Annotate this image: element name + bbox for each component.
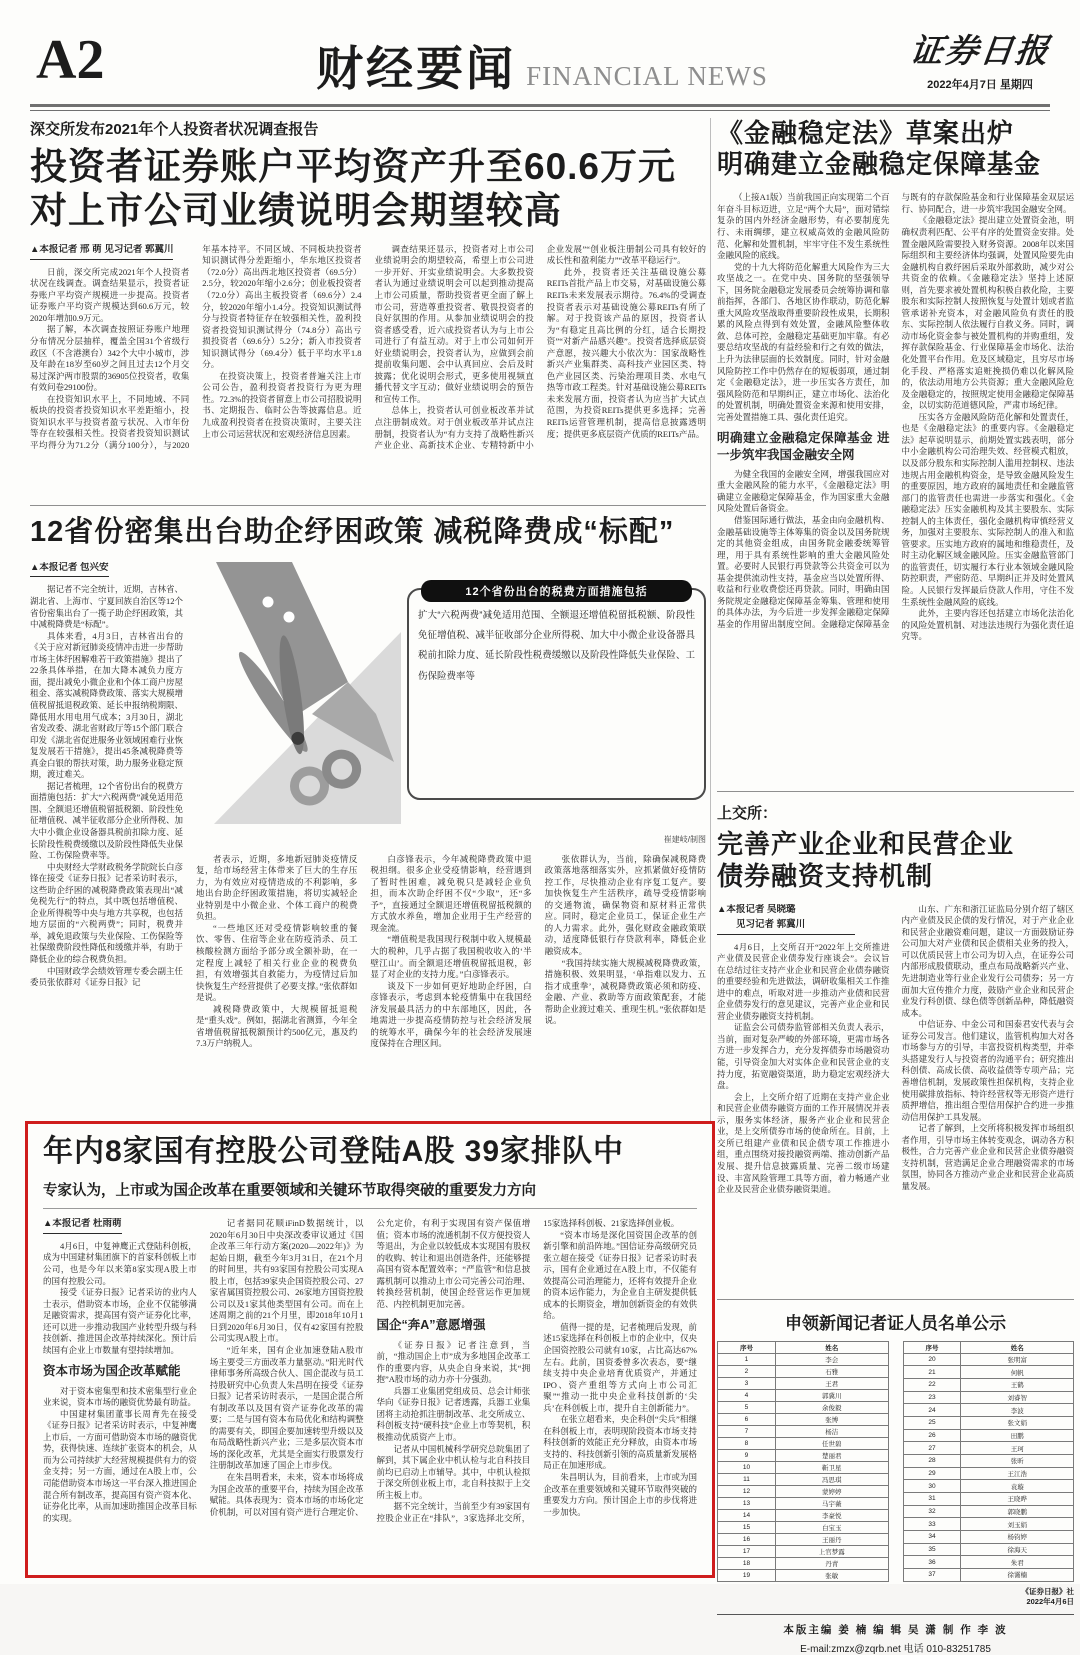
- table-cell: 徐霭楠: [961, 1568, 1074, 1581]
- section-rule: [717, 791, 1074, 792]
- table-cell: 28: [903, 1455, 961, 1468]
- table-cell: 31: [903, 1492, 961, 1505]
- paragraph: 据了解，本次调查按照证券账户地理分布情况分层抽样，覆盖全国31个省级行政区（不含港澳台）342个大中小城市，涉及年龄在18岁至60岁之间且过去12个月交易过深沪两市股票的36905位投资者，收集有效问卷29100份。: [30, 324, 190, 393]
- column-header-no: 序号: [718, 1341, 776, 1353]
- table-row: [903, 1518, 1074, 1531]
- footer-contact: E-mail:zmzx@zqrb.net 电话 010-83251785: [800, 1644, 991, 1655]
- table-cell: 20: [903, 1353, 961, 1366]
- table-row: [718, 1557, 889, 1569]
- table-row: [718, 1449, 889, 1461]
- table-row: [718, 1389, 889, 1401]
- article-body: [717, 192, 1074, 782]
- paragraph: 张依群认为，当前，除确保减税降费政策落地落细落实外，应抓紧做好疫情防控工作，尽快推动企业有序复工复产。要加快恢复生产生活秩序，疏导受疫情影响的交通物流，确保物资和原材料正常供应。同时，稳定企业员工，保证企业生产的人力需求。此外，强化财政金融政策联动，适度降低银行存贷款利率，降低企业融资成本。: [544, 853, 706, 956]
- paragraph: 在张立超看来，央企科创“尖兵”相继在科创板上市，表明现阶段资本市场支持科技创新的效能正充分释放，由资本市场支持的、科技创新引领的高质量新发展格局正在加速形成。: [543, 1414, 697, 1471]
- paragraph: 《金融稳定法》提出建立处置资金池，明确权责利匹配、公平有序的处置资金安排。处置金融风险需要投入财务资源。2008年以来国际组织和主要经济体均强调，处置风险要先由金融机构自救纾困后采取外部救助，减少对公共资金的依赖。《金融稳定法》坚持上述原则，首先要求被处置机构积极自救化险，主要股东和实际控制人按照恢复与处置计划或者监管承诺补充资本，对金融风险负有责任的股东、实际控制人依法履行自救义务。同时，调动市场化资金参与被处置机构的并购重组，发挥存款保险基金、行业保障基金市场化、法治化处置平台作用。危及区域稳定，且穷尽市场化手段、严格落实追赃挽损仍难以化解风险的，依法动用地方公共资源；重大金融风险危及金融稳定的，按照规定使用金融稳定保障基金，以切实防范道德风险，严肃市场纪律。: [901, 215, 1074, 411]
- article-column-1: [30, 562, 183, 1064]
- table-row: [718, 1533, 889, 1545]
- article-paragraphs: [717, 904, 1074, 1196]
- scissors-cutting-icon: [196, 562, 401, 842]
- column-header-name: 姓名: [961, 1341, 1074, 1353]
- table-cell: 15: [718, 1521, 776, 1533]
- table-cell: 袁璇: [961, 1480, 1074, 1493]
- paragraph: 证监会公司债券监管部相关负责人表示，当前，面对复杂严峻的外部环境，更需市场各方进一步发挥合力，充分发挥债券市场融资功能，引导资金加大对实体企业和民营企业的支持力度，拓宽融资渠道，助力稳定宏观经济大盘。: [717, 1022, 890, 1091]
- table-cell: 24: [903, 1404, 961, 1417]
- article-headline-line1: 投资者证券账户平均资产升至60.6万元: [30, 146, 677, 187]
- roster-tables: [717, 1341, 1074, 1582]
- table-cell: 郭冀川: [775, 1389, 888, 1401]
- paragraph: 为健全我国的金融安全网，增强我国应对重大金融风险的能力水平，《金融稳定法》明确建立金融稳定保障基金，作为国家重大金融风险处置后备资金。: [717, 468, 890, 514]
- table-header-row: [718, 1341, 889, 1353]
- table-cell: 26: [903, 1429, 961, 1442]
- table-row: [718, 1365, 889, 1377]
- table-row: [718, 1377, 889, 1389]
- paragraph: 中信证券、中金公司和国泰君安代表与会证券公司发言。他们建议，监管机构加大对各市场参与方的引导，丰富投资机构类型，并牵头搭建发行人与投资者的沟通平台；研究推出科创债、高成长债、高收益债等专项产品；完善增信机制，发展政策性担保机构，支持企业使用碳排放指标、特许经营权等无形资产进行质押增信，推出组合型信用保护合约进一步推动信用保护工具发展。: [901, 1019, 1074, 1122]
- table-cell: 1: [718, 1353, 776, 1365]
- table-row: [903, 1568, 1074, 1581]
- paragraph: 4月6日，上交所召开“2022年上交所推进产业债及民营企业债券发行座谈会”。会议旨在总结过往支持产业企业和民营企业债券融资的重要经验和先进做法，调研收集相关工作推进中的难点，听取对进一步推动产业债和民营企业债券发行的意见建议，完善产业企业和民营企业债券融资支持机制。: [717, 941, 890, 1021]
- table-row: [718, 1353, 889, 1365]
- article-paragraphs: [196, 854, 706, 1050]
- article-headline-line2: 对上市公司业绩说明会期望较高: [30, 190, 562, 232]
- table-row: [718, 1413, 889, 1425]
- article-body: [43, 1218, 697, 1570]
- table-row: [903, 1480, 1074, 1493]
- paragraph: 对于资本密集型和技术密集型行业企业来说，资本市场的融资优势最有助益。: [43, 1385, 197, 1408]
- table-row: [903, 1467, 1074, 1480]
- table-cell: 6: [718, 1413, 776, 1425]
- illustration-credit: 崔建岐/制图: [663, 834, 706, 844]
- illustration-row: [196, 562, 706, 844]
- right-region: [717, 118, 1074, 1655]
- page-number: A2: [36, 29, 105, 91]
- byline: ▲本报记者 邢 萌 见习记者 郭冀川: [30, 244, 173, 260]
- section-rule: [30, 505, 706, 506]
- article-right-area: [196, 562, 706, 1064]
- table-cell: 杨洁: [775, 1425, 888, 1437]
- table-cell: 石雅: [775, 1365, 888, 1377]
- paragraph: “资本市场是深化国资国企改革的创新引擎和前沿阵地。”国信证券高级研究员张立超在接受《证券日报》记者采访时表示，国有企业通过在A股上市，不仅能有效提高公司治理能力，还将有效提升企业的资本运作能力，为企业自主研发提供低成本的长期资金，增加创新资金的有效供给。: [543, 1229, 697, 1321]
- table-cell: 29: [903, 1467, 961, 1480]
- paragraph: 此外，投资者还关注基础设施公募REITs首批产品上市交易，对基础设施公募REITs未来发展表示期待。76.4%的受调查投资者表示对基础设施公募REITs有所了解。对于投资该产品的原因，投资者认为“有稳定且高比例的分红，适合长期投资”“对新产品感兴趣”。投资者选择底层资产意愿，按兴趣大小依次为：国家战略性新兴产业集群类、高科技产业园区类、特色产业园区类、污染治理项目类、水电气热等市政工程类。针对基础设施公募REITs未来发展方面，投资者认为应当扩大试点范围，为投资REITs提供更多选择；完善REITs运营管理机制，提高信息披露透明度；提供更多底层资产优质的REITs产品。: [546, 266, 706, 439]
- table-row: [903, 1556, 1074, 1569]
- table-row: [903, 1492, 1074, 1505]
- table-cell: 王鹤: [961, 1379, 1074, 1392]
- table-row: [903, 1391, 1074, 1404]
- table-cell: 19: [718, 1569, 776, 1581]
- table-row: [718, 1485, 889, 1497]
- table-cell: 丹青: [775, 1557, 888, 1569]
- table-cell: 李波: [961, 1404, 1074, 1417]
- paragraph: 记者据同花顺iFinD数据统计，以2020年6月30日中央深改委审议通过《国企改革三年行动方案(2020—2022年)》为起始日期，截至今年3月31日，在21个月的时间里，共有93家国有控股公司实现A股上市，包括39家央企国资控股公司、27家省属国资控股公司、26家地方国资控股公司以及1家其他类型国有公司。而在上述周期之前的21个月里，即2018年10月1日到2020年6月30日，仅有42家国有控股公司实现A股上市。: [209, 1218, 364, 1344]
- paragraph: 记者了解到，上交所将积极发挥市场组织者作用，引导市场主体转变观念，调动各方积极性，合力完善产业企业和民营企业债券融资支持机制，营造满足企业合理融资需求的市场氛围，协同各方推动产业企业和民营企业高质量发展。: [901, 1123, 1074, 1191]
- body-subhead: 明确建立金融稳定保障基金 进一步筑牢我国金融安全网: [717, 431, 890, 462]
- article-paragraphs: [30, 244, 706, 452]
- table-row: [718, 1401, 889, 1413]
- table-cell: 杨钧婷: [961, 1530, 1074, 1543]
- table-cell: 张敏: [775, 1569, 888, 1581]
- table-row: [903, 1429, 1074, 1442]
- paragraph: 中央财经大学财政税务学院院长白彦锋在接受《证券日报》记者采访时表示，这些助企纾困的减税降费政策表现出“减免税先行”的特点，其中既包括增值税、企业所得税等中央与地方共享税，也包括地方层面的“六税两费”；同时，税费并举，减免退政策与失业保险、工伤保险等社保缴费阶段性降低和缓缴并举，有助于降低企业的综合税费负担。: [30, 861, 183, 964]
- paragraph: 中国财政学会绩效管理专委会副主任委员张依群对《证券日报》记: [30, 965, 183, 988]
- paragraph: “增值税是我国现行税制中收入规模最大的税种，几乎占据了我国税收收入的‘半壁江山’。而全额退还增值税留抵退税，彰显了对企业的支持力度。”白彦锋表示。: [370, 934, 532, 980]
- paragraph: 在投资知识水平上，不同地域、不同板块的投资者投资知识水平差距缩小，投资知识水平与投资者盈亏状况、入市年份等存在较强相关性。投资者投资知识测试平均得分为71.2分（满分100分），与2020年基本持平。不同区域、不同板块投资者知识测试得分差距缩小，华东地区投资者（72.0分）高出西北地区投资者（69.5分）2.5分，较2020年缩小2.6分；创业板投资者（72.0分）高出主板投资者（69.6分）2.4分，较2020年缩小1.4分。投资知识测试得分与投资者特征存在较强相关性，盈利投资者投资知识测试得分（74.8分）高出亏损投资者（69.6分）5.2分；新入市投资者知识测试得分（69.4分）低于平均水平1.8分。: [30, 243, 362, 450]
- table-cell: 37: [903, 1568, 961, 1581]
- article-paragraphs: [30, 584, 183, 988]
- table-cell: 36: [903, 1556, 961, 1569]
- table-cell: 张博: [775, 1413, 888, 1425]
- table-cell: 白宝玉: [775, 1521, 888, 1533]
- article-body: [717, 904, 1074, 1290]
- table-cell: 任世碧: [775, 1437, 888, 1449]
- paragraph: 据记者不完全统计，近期，吉林省、湖北省、上海市、宁夏回族自治区等12个省份密集出台了一揽子助企纾困政策，其中减税降费是“标配”。: [30, 584, 183, 630]
- paragraph: （上接A1版）当前我国正向实现第二个百年奋斗目标迈进，立足“两个大局”，面对错综复杂的国内外经济金融形势，有必要制度先行、未雨绸缪，建立权威高效的金融风险防范、化解和处置机制，牢牢守住不发生系统性金融风险的底线。: [717, 192, 890, 261]
- table-row: [718, 1437, 889, 1449]
- paragraph: 《证券日报》记者注意到，当前，“推动国企上市”成为多地国企改革工作的重要内容，从央企自身来说，其“拥抱”A股市场的动力亦十分强劲。: [376, 1339, 531, 1385]
- paragraph: 白彦锋表示，今年减税降费政策中退税担纲。很多企业受疫情影响，经营遇到了暂时性困难，减免税只是减轻企业负担，而本次助企纾困不仅“少取”，还“多予”，直接通过全额退还增值税留抵税额的方式放水养鱼，增加企业用于生产经营的现金流。: [370, 853, 532, 933]
- table-cell: 30: [903, 1480, 961, 1493]
- table-cell: 3: [718, 1377, 776, 1389]
- article-investor-survey: [30, 118, 706, 496]
- table-cell: 王珂: [961, 1442, 1074, 1455]
- table-cell: 马宇薇: [775, 1497, 888, 1509]
- table-cell: 5: [718, 1401, 776, 1413]
- tax-measures-infobox: [407, 585, 706, 800]
- section-title: [34, 32, 1053, 99]
- paragraph: 值得一提的是，记者梳理后发现，前述15家选择在科创板上市的企业中，仅央企国资控股公司就有10家，占比高达67%左右。此前，国资委曾多次表态，要“继续支持中央企业培育优质资产，并通过IPO、资产重组等方式向上市公司汇聚”“推动一批中央企业科技创新的‘尖兵’在科创板上市，提升自主创新能力”。: [543, 1321, 697, 1413]
- masthead-logo: 证券日报: [907, 34, 1053, 70]
- article-headline: 年内8家国有控股公司登陆A股 39家排队中: [43, 1135, 625, 1168]
- table-cell: 王君: [775, 1377, 888, 1389]
- table-row: [903, 1353, 1074, 1366]
- header-rule: [30, 104, 1050, 111]
- table-cell: 7: [718, 1425, 776, 1437]
- article-headline-line1: 《金融稳定法》草案出炉: [717, 118, 1015, 148]
- table-cell: 25: [903, 1417, 961, 1430]
- article-headline-line2: 明确建立金融稳定保障基金: [717, 149, 1042, 180]
- article-paragraphs: [43, 1218, 697, 1524]
- article-lower-columns: [196, 854, 706, 1062]
- masthead-block: [907, 34, 1053, 92]
- table-row: [903, 1442, 1074, 1455]
- table-cell: 余俊毅: [775, 1401, 888, 1413]
- table-cell: 17: [718, 1545, 776, 1557]
- table-cell: 33: [903, 1518, 961, 1531]
- article-financial-stability-law: [717, 118, 1074, 782]
- table-row: [903, 1404, 1074, 1417]
- article-soe-listings-highlighted: [25, 1121, 715, 1578]
- table-cell: 4: [718, 1389, 776, 1401]
- table-cell: 刘玉娟: [961, 1518, 1074, 1531]
- paragraph: 接受《证券日报》记者采访的业内人士表示，借助资本市场，企业不仅能够满足融资需求，提高国有资产证券化比率，还可以进一步推动我国产业转型升级与科技创新、推进国企改革持续深化。预计后续国有企业上市数量有望持续增加。: [43, 1287, 197, 1355]
- article-kicker: 上交所：: [717, 805, 778, 823]
- footer-editors: 本版主编 姜 楠 编 辑 吴 潇 制 作 李 波: [783, 1624, 1008, 1637]
- paragraph: 在朱昌明看来，未来，资本市场将成为国企改革的重要平台，持续为国企改革赋能。具体表现为：资本市场的市场化定价机制，可以对国有资产进行合理定价、公允定价，有利于实现国有资产保值增值；资本市场的流通机制不仅方便投资人等退出，为企业以较低成本实现国有股权的收购、转让和退出创造条件，还能够提高国有资本配置效率；“严监管”和信息披露机制可以推动上市公司完善公司治理、转换经营机制，使国企经营运作更加规范、内控机制更加完善。: [209, 1218, 531, 1517]
- table-row: [718, 1461, 889, 1473]
- table-cell: 27: [903, 1442, 961, 1455]
- table-cell: 张昕: [961, 1455, 1074, 1468]
- article-subhead: 专家认为，上市或为国企改革在重要领域和关键环节取得突破的重要发力方向: [43, 1179, 697, 1209]
- paragraph: 日前，深交所完成2021年个人投资者状况在线调查。调查结果显示，投资者证券账户平均资产规模进一步提高。投资者证券账户平均资产规模达到60.6万元，较2020年增加0.9万元。: [30, 266, 190, 323]
- table-cell: 徐海天: [961, 1543, 1074, 1556]
- roster-credit-org: 《证券日报》社: [1021, 1586, 1074, 1596]
- table-cell: 刘睿智: [961, 1391, 1074, 1404]
- paragraph: 具体来看，4月3日，吉林省出台的《关于应对新冠肺炎疫情冲击进一步帮助市场主体纾困解难若干政策措施》提出了22条具体举措，在加大降本减负力度方面，提出减免小微企业和个体工商户房屋租金、落实减税降费政策、落实大规模增值税留抵退税政策、延长申报纳税期限、降低用水用电用气成本；3月30日，湖北省发改委、湖北省财政厅等15个部门联合印发《湖北省促进服务业领域困难行业恢复发展若干措施》，提出45条减税降费等真金白银的帮扶对策，助力服务业稳定预期，渡过难关。: [30, 630, 183, 780]
- article-tax-relief: [30, 515, 706, 1064]
- table-cell: 12: [718, 1485, 776, 1497]
- scissors-illustration: [196, 562, 401, 844]
- article-paragraphs: [717, 192, 1074, 642]
- roster-table-left: [717, 1341, 889, 1582]
- article-headline-line2: 债券融资支持机制: [717, 860, 934, 891]
- table-row: [903, 1417, 1074, 1430]
- paragraph: 中国建材集团董事长周育先在接受《证券日报》记者采访时表示，中复神鹰上市后，一方面可借助资本市场的融资优势，获得快速、连续扩张资本的机会，从而为公司持续扩大经营规模提供有力的资金支持；另一方面，通过在A股上市，公司能借助资本市场这一平台深入推进国企混合所有制改革，提高国有资产资本化、证券化比率，从而加速助推国企改革目标的实现。: [43, 1408, 197, 1523]
- paragraph: 借鉴国际通行做法，基金由向金融机构、金融基础设施等主体筹集的资金以及国务院规定的其他资金组成，由国务院金融委统筹管理，用于具有系统性影响的重大金融风险处置。必要时人民银行再贷款等公共资金可以为基金提供流动性支持，基金应当以处置所得、收益和行业收费偿还再贷款。同时，明确由国务院规定金融稳定保障基金筹集、管理和使用的具体办法，为今后进一步发挥金融稳定保障基金的作用留出制度空间。金融稳定保障基金与既有的存款保险基金和行业保障基金双层运行、协同配合，进一步筑牢我国金融安全网。: [717, 192, 1074, 629]
- infobox-title: 12个省份出台的税费方面措施包括: [421, 580, 692, 602]
- paragraph: “近年来，国有企业加速登陆A股市场主要受三方面改革力量驱动。”阳光时代律师事务所高级合伙人、国企混改与员工持股研究中心负责人朱昌明在接受《证券日报》记者采访时表示，一是国企混合所有制改革以及国有资产证券化改革的需要；二是与国有资本布局优化和结构调整的需要有关，即国企要加速转型升级以及布局战略性新兴产业；三是多层次资本市场的深化改革，尤其是全面实行股票发行注册制改革加速了国企上市步伐。: [209, 1345, 364, 1471]
- table-cell: 14: [718, 1509, 776, 1521]
- table-cell: 靳卫星: [775, 1461, 888, 1473]
- paragraph: 压实各方金融风险防范化解和处置责任，也是《金融稳定法》的重要内容。《金融稳定法》起草说明显示，前期处置实践表明，部分中小金融机构公司治理失效、经营模式粗放，以及部分股东和实际控制人滥用控制权、违法违规占用金融机构资金，是导致金融风险发生的重要原因，地方政府的属地责任和金融监管部门的监管责任也需进一步落实和强化。《金融稳定法》压实金融机构及其主要股东、实际控制人的主体责任，强化金融机构审慎经营义务，加强对主要股东、实际控制人的准入和监管要求。压实地方政府的属地和维稳责任，及时主动化解区域金融风险。压实金融监管部门的监管责任，切实履行本行业本领域金融风险防控职责，严密防范、早期纠正并及时处置风险。人民银行发挥最后贷款人作用，守住不发生系统性金融风险的底线。: [901, 411, 1074, 607]
- table-row: [903, 1543, 1074, 1556]
- page-header: [34, 20, 1053, 102]
- article-body: [30, 562, 706, 1064]
- table-row: [903, 1455, 1074, 1468]
- paragraph: 山东、广东和浙江证监局分别介绍了辖区内产业债及民企债的发行情况，对于产业企业和民营企业融资难问题，建议一方面鼓励证券公司加大对产业债和民企债相关业务的投入，可以优质民营上市公司为切入点，在证券公司内部形成股债联动，重点布局战略新兴产业、先进制造业等行业企业发行公司债券；另一方面加大宣传推介力度，鼓励产业企业和民营企业发行科创债、绿色债等创新品种，降低融资成本。: [901, 903, 1074, 1018]
- table-cell: 李豪悦: [775, 1509, 888, 1521]
- byline-line1: ▲本报记者 吴晓璐: [717, 903, 796, 915]
- table-cell: 何帆: [961, 1366, 1074, 1379]
- article-kicker: 深交所发布2021年个人投资者状况调查报告: [30, 121, 319, 138]
- table-cell: 楚丽君: [775, 1449, 888, 1461]
- paragraph: 兵器工业集团党组成员、总会计师张华向《证券日报》记者透露，兵器工业集团将主动抢抓注册制改革、北交所成立、科创板支持“硬科技”企业上市等契机，积极推动优质资产上市。: [376, 1385, 531, 1442]
- section-title-en: FINANCIAL NEWS: [526, 61, 768, 91]
- paragraph: 会上，上交所介绍了近期在支持产业企业和民营企业债券融资方面的工作开展情况并表示，服务实体经济，服务产业企业和民营企业，是上交所债券市场的使命所在。目前，上交所已组建产业债和民企债专项工作推进小组，重点围绕对接投融资两端、推动创新产品发展、提升信息披露质量、完善二级市场建设、丰富风险管理工具等方面，着力畅通产业企业及民营企业债券融资渠道。: [717, 1091, 890, 1195]
- article-headline-line1: 完善产业企业和民营企业: [717, 829, 1015, 860]
- table-row: [903, 1379, 1074, 1392]
- body-subhead: 资本市场为国企改革赋能: [43, 1364, 181, 1379]
- table-cell: 9: [718, 1449, 776, 1461]
- paragraph: 调查结果还显示，投资者对上市公司业绩说明会的期望较高，希望上市公司进一步开好、开实业绩说明会。大多数投资者认为通过业绩说明会可以起到推动提高上市公司质量，帮助投资者更全面了解上市公司，营造尊重投资者、敬畏投资者的良好氛围的作用。从参加业绩说明会的投资者感受看，近六成投资者认为与上市公司进行了有益互动。对于上市公司如何开好业绩说明会，投资者认为，应做到会前提前收集问题、会中认真回应、会后及时披露；优化说明会形式，更多使用视频直播代替文字互动；做好业绩说明会的预告和宣传工作。: [374, 243, 534, 404]
- table-cell: 郭晓鹏: [961, 1505, 1074, 1518]
- paragraph: 4月6日，中复神鹰正式登陆科创板，成为中国建材集团旗下的首家科创板上市公司，也是今年以来第8家实现A股上市的国有控股公司。: [43, 1240, 197, 1286]
- table-cell: 上官梦露: [775, 1545, 888, 1557]
- table-cell: 13: [718, 1497, 776, 1509]
- table-row: [903, 1366, 1074, 1379]
- table-header-row: [903, 1341, 1074, 1353]
- table-row: [903, 1530, 1074, 1543]
- table-cell: 35: [903, 1543, 961, 1556]
- table-cell: 16: [718, 1533, 776, 1545]
- section-rule: [717, 1299, 1074, 1300]
- byline: ▲本报记者 包兴安: [30, 562, 109, 578]
- infobox-text: 扩大“六税两费”减免适用范围、全额退还增值税留抵税额、阶段性免征增值税、减半征收部分企业所得税、加大中小微企业设备器具税前扣除力度、延长阶段性税费缓缴以及阶段性降低失业保险、工伤保险费率等: [418, 609, 695, 682]
- roster-table-right: [903, 1341, 1075, 1582]
- infobox-wrap: [407, 562, 706, 844]
- article-headline: 12省份密集出台助企纾困政策 减税降费成“标配”: [30, 515, 675, 548]
- table-cell: 王江浩: [961, 1467, 1074, 1480]
- article-sse-bond-financing: [717, 802, 1074, 1289]
- table-cell: 10: [718, 1461, 776, 1473]
- table-cell: 蒙婷婷: [775, 1485, 888, 1497]
- paragraph: 朱昌明认为，目前看来，上市或为国企改革在重要领域和关键环节取得突破的重要发力方向。预计国企上市的步伐将进一步加快。: [543, 1472, 697, 1517]
- byline-line2: 见习记者 郭冀川: [717, 919, 855, 935]
- table-row: [718, 1509, 889, 1521]
- byline: ▲本报记者 杜雨萌: [43, 1218, 122, 1234]
- paragraph: 总体上，投资者认可创业板改革并试点注册制成效。对于创业板改革并试点注册制，投资者认为“有力支持了战略性新兴产业企业、高新技术企业、专精特新中小企业发展”“创业板注册制公司具有较好的成长性和盈利能力”“改革平稳运行”。: [374, 243, 706, 451]
- table-cell: 冯思琪: [775, 1473, 888, 1485]
- paragraph: 党的十九大将防范化解重大风险作为三大攻坚战之一。在党中央、国务院的坚强领导下，国务院金融稳定发展委员会统筹协调和靠前指挥，各部门、各地区协作联动，防范化解重大风险攻坚战取得重要阶段性成果，长期积累的风险点得到有效处置，金融风险整体收敛、总体可控，金融稳定基础更加牢靠。有必要总结攻坚战的有益经验和行之有效的做法，上升为法律层面的长效制度。同时，针对金融风险防控工作中仍然存在的短板弱项，通过制定《金融稳定法》，进一步压实各方责任，加强风险防范和早期纠正，建立市场化、法治化的处置机制，明确处置资金来源和使用安排，完善处置措施工具、强化责任追究。: [717, 261, 890, 422]
- table-cell: 王晓晔: [961, 1492, 1074, 1505]
- table-row: [903, 1505, 1074, 1518]
- table-cell: 2: [718, 1365, 776, 1377]
- column-header-no: 序号: [903, 1341, 961, 1353]
- left-region: [30, 118, 706, 1064]
- table-cell: 11: [718, 1473, 776, 1485]
- table-cell: 21: [903, 1366, 961, 1379]
- article-body: [30, 244, 706, 496]
- roster-title: 申领新闻记者证人员名单公示: [785, 1313, 1006, 1333]
- paragraph: 此外，主要内容还包括建立市场化法治化的风险处置机制、对违法违规行为强化责任追究等。: [901, 608, 1074, 642]
- table-row: [718, 1473, 889, 1485]
- table-cell: 22: [903, 1379, 961, 1392]
- table-cell: 18: [718, 1557, 776, 1569]
- page-footer: [717, 1614, 1074, 1655]
- table-cell: 34: [903, 1530, 961, 1543]
- column-header-name: 姓名: [775, 1341, 888, 1353]
- table-cell: 王丽丹: [775, 1533, 888, 1545]
- roster-credit-date: 2022年4月6日: [1026, 1596, 1074, 1606]
- table-row: [718, 1545, 889, 1557]
- section-title-cn: 财经要闻: [316, 42, 517, 95]
- table-row: [718, 1521, 889, 1533]
- paragraph: 减税降费政策中，大规模留抵退税是“重头戏”。例如，据湖北省测算，今年全省增值税留抵税额预计约500亿元，惠及约7.3万户纳税人。: [196, 1003, 358, 1049]
- table-cell: 8: [718, 1437, 776, 1449]
- paragraph: 据不完全统计，当前至少有39家国有控股企业正在“排队”，3家选择北交所，15家选择科创板、21家选择创业板。: [376, 1218, 680, 1523]
- paragraph: 在投资决策上，投资者普遍关注上市公司公告，盈利投资者投资行为更为理性。72.3%的投资者留意上市公司招股说明书、定期报告、临时公告等披露信息。近九成盈利投资者在投资决策时，主要关注上市公司运营状况和宏观经济信息因素。: [202, 370, 362, 439]
- press-card-roster: [717, 1299, 1074, 1655]
- body-subhead: 国企“奔A”意愿增强: [376, 1318, 486, 1333]
- table-row: [718, 1497, 889, 1509]
- table-cell: 32: [903, 1505, 961, 1518]
- table-cell: 田鹏: [961, 1429, 1074, 1442]
- issue-date: 2022年4月7日 星期四: [927, 79, 1033, 92]
- table-cell: 李会: [775, 1353, 888, 1365]
- table-cell: 朱君: [961, 1556, 1074, 1569]
- table-cell: 张文娟: [961, 1417, 1074, 1430]
- paragraph: 记者从中国机械科学研究总院集团了解到，其下属企业中机认检与北自科技目前均已启动上市辅导。其中，中机认检拟于深交所创业板上市，北自科技拟于上交所主板上市。: [376, 1443, 531, 1500]
- table-cell: 23: [903, 1391, 961, 1404]
- table-row: [718, 1425, 889, 1437]
- paragraph: 据记者梳理，12个省份出台的税费方面措施包括：扩大“六税两费”减免适用范围、全额退还增值税留抵税额、阶段性免征增值税、减半征收部分企业所得税、加大中小微企业设备器具税前扣除力度、延长阶段性税费缓缴以及阶段性降低失业保险、工伤保险费率等。: [30, 780, 183, 861]
- table-cell: 张明富: [961, 1353, 1074, 1366]
- table-row: [718, 1569, 889, 1581]
- paragraph: “一些地区还对受疫情影响较重的餐饮、零售、住宿等企业在防疫消杀、员工核酸检测方面给予部分或全额补助，在一定程度上减轻了相关行业企业的税费负担，有效增强其自救能力，为疫情过后加快恢复生产经营提供了必要支撑。”张依群如是说。: [196, 922, 358, 1003]
- paragraph: “我国持续实施大规模减税降费政策，措施积极、效果明显，‘单指难以发力、五指才成重拳’，减税降费政策必须和防疫、金融、产业、救助等方面政策配套，才能帮助企业渡过难关、重现生机。”张依群如是说。: [544, 957, 706, 1026]
- paragraph: 谈及下一步如何更好地助企纾困，白彦锋表示，考虑到本轮疫情集中在我国经济发展最具活力的中东部地区，因此，各地需进一步提高疫情防控与社会经济发展的统筹水平，确保今年的社会经济发展速度保持在合理区间。: [370, 980, 532, 1049]
- paragraph: 者表示，近期，多地新冠肺炎疫情反复，给市场经营主体带来了巨大的生存压力，为有效应对疫情造成的不利影响，多地出台助企纾困政策措施，将切实减轻企业特别是中小微企业、个体工商户的税费负担。: [196, 853, 358, 922]
- roster-credit: [717, 1587, 1074, 1607]
